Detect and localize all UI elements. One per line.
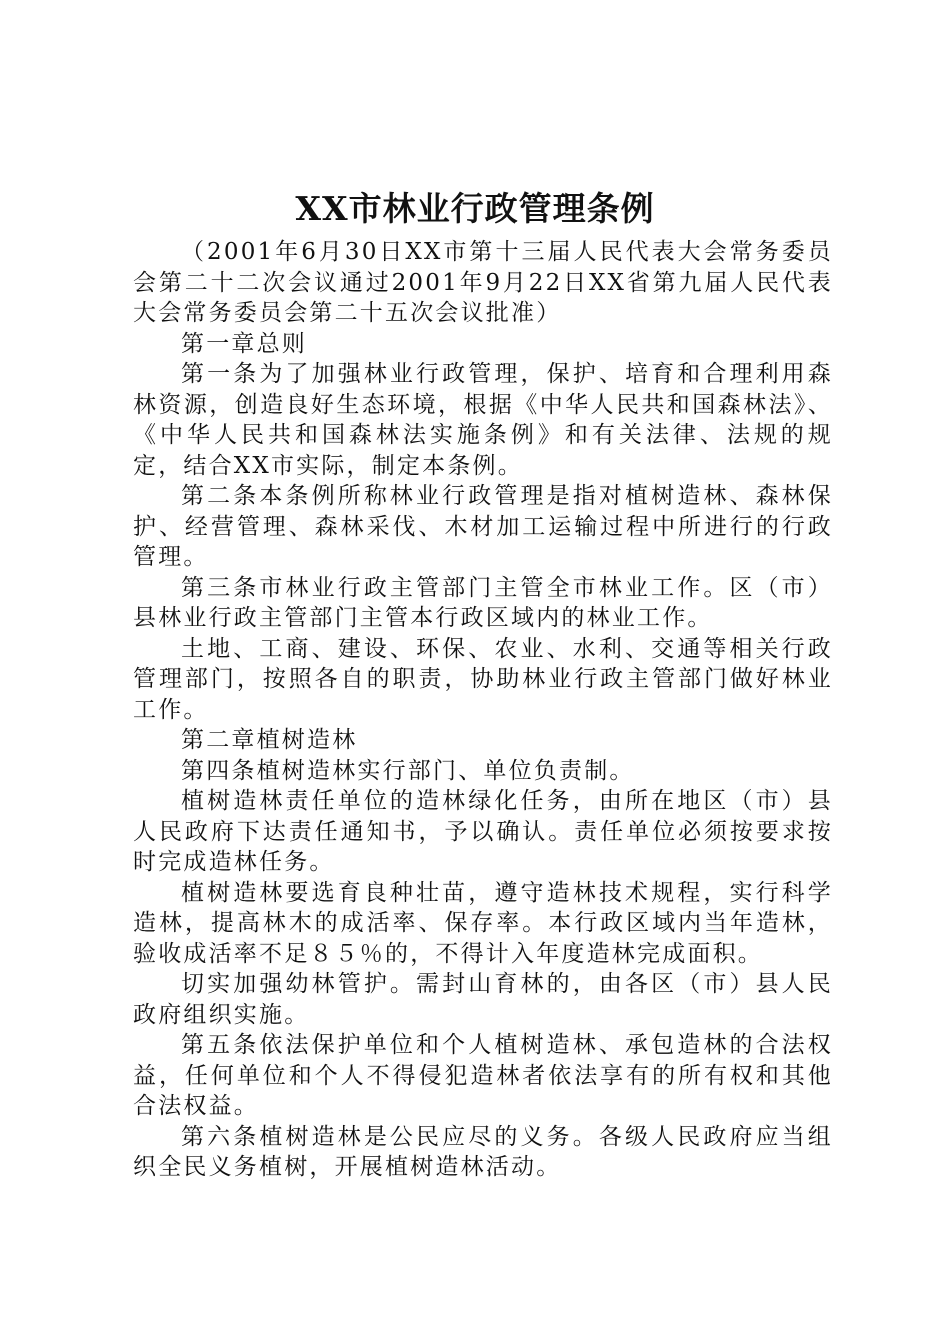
article-paragraph: 第二条本条例所称林业行政管理是指对植树造林、森林保护、经营管理、森林采伐、木材加工运输过程中所进行的行政管理。	[133, 483, 833, 570]
adoption-note: （2001年6月30日XX市第十三届人民代表大会常务委员会第二十二次会议通过2001年9月22日XX省第九届人民代表大会常务委员会第二十五次会议批准）	[133, 239, 833, 326]
article-paragraph: 第三条市林业行政主管部门主管全市林业工作。区（市）县林业行政主管部门主管本行政区域内的林业工作。	[133, 574, 833, 631]
article-paragraph: 第四条植树造林实行部门、单位负责制。	[181, 757, 635, 784]
article-paragraph: 土地、工商、建设、环保、农业、水利、交通等相关行政管理部门，按照各自的职责，协助林业行政主管部门做好林业工作。	[133, 635, 833, 723]
document-title: XX市林业行政管理条例	[295, 189, 655, 228]
document-body	[133, 237, 833, 1183]
article-paragraph: 第六条植树造林是公民应尽的义务。各级人民政府应当组织全民义务植树，开展植树造林活动。	[133, 1123, 833, 1180]
chapter-heading: 第一章总则	[181, 330, 307, 357]
article-paragraph: 切实加强幼林管护。需封山育林的，由各区（市）县人民政府组织实施。	[133, 971, 833, 1028]
article-paragraph: 第一条为了加强林业行政管理，保护、培育和合理利用森林资源，创造良好生态环境，根据《中华人民共和国森林法》、《中华人民共和国森林法实施条例》和有关法律、法规的规定，结合XX市实际，制定本条例。	[133, 361, 833, 479]
article-paragraph: 植树造林责任单位的造林绿化任务，由所在地区（市）县人民政府下达责任通知书，予以确认。责任单位必须按要求按时完成造林任务。	[133, 788, 833, 875]
article-paragraph: 第五条依法保护单位和个人植树造林、承包造林的合法权益，任何单位和个人不得侵犯造林者依法享有的所有权和其他合法权益。	[133, 1032, 833, 1119]
chapter-heading: 第二章植树造林	[181, 727, 358, 753]
article-paragraph: 植树造林要选育良种壮苗，遵守造林技术规程，实行科学造林，提高林木的成活率、保存率。本行政区域内当年造林，验收成活率不足８５％的，不得计入年度造林完成面积。	[133, 879, 833, 967]
